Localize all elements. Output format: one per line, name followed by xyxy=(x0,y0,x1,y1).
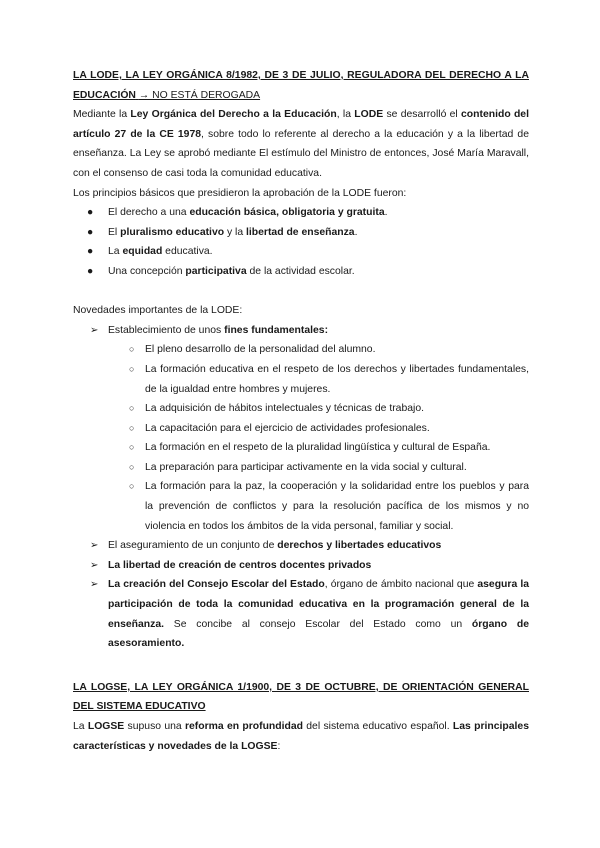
lode-intro-paragraph xyxy=(73,105,529,183)
text-run: El aseguramiento de un conjunto de xyxy=(108,540,278,552)
text-run: y la xyxy=(224,226,247,238)
text-run: La xyxy=(73,721,88,732)
list-item xyxy=(73,223,529,243)
list-item xyxy=(73,340,529,360)
bold-run: La libertad de creación de centros docentes privados xyxy=(108,559,372,571)
end-text: La formación para la paz, la cooperación y la solidaridad entre los pueblos y para la prevención de conflictos y para la resolución pacífica de los mismos y no violencia en todos los ámbitos de la vida personal, familiar y social. xyxy=(145,481,529,532)
bold-run: pluralismo educativo xyxy=(120,226,225,238)
bold-run: asegura la participación de toda la comunidad educativa en la programación general de la enseñanza. xyxy=(108,579,529,630)
text-run: Se concibe al consejo Escolar del Estado como un xyxy=(164,618,472,630)
spacer xyxy=(73,282,529,302)
bold-run: educación básica, obligatoria y gratuita xyxy=(189,207,385,219)
circle-bullet-icon: ○ xyxy=(129,403,135,414)
text-run: Establecimiento de unos xyxy=(108,324,225,336)
text-run: , sobre todo lo referente al derecho a la educación y a la libertad de enseñanza. La Ley se aprobó mediante El estímulo del Ministro de entonces, José María Maravall, con el consenso de casi toda la comunidad educativa. xyxy=(73,128,529,179)
arrow-bullet-icon: ➢ xyxy=(90,324,99,336)
text-run: . xyxy=(354,226,358,238)
novelties-list xyxy=(73,321,529,654)
circle-bullet-icon: ○ xyxy=(129,461,135,472)
list-item xyxy=(73,203,529,223)
bold-run: fines fundamentales: xyxy=(224,324,329,336)
bullet-disc-icon: ● xyxy=(87,265,94,277)
bold-run: La creación del Consejo Escolar del Estado xyxy=(108,579,325,591)
circle-bullet-icon: ○ xyxy=(129,442,135,453)
text-run: , órgano de ámbito nacional que xyxy=(324,579,478,591)
text-run: del sistema educativo español. xyxy=(302,721,453,732)
text-run: . xyxy=(384,207,388,219)
text-run: de la actividad escolar. xyxy=(246,265,355,277)
bold-run: Ley Orgánica del Derecho a la Educación xyxy=(130,109,337,121)
list-item xyxy=(73,477,529,536)
bold-run: contenido del artículo 27 de la CE 1978 xyxy=(73,109,529,140)
text-run: educativa. xyxy=(162,246,213,258)
text-run: Una concepción xyxy=(108,265,186,277)
lode-heading xyxy=(73,66,529,105)
bold-run: reforma en profundidad xyxy=(184,721,303,732)
lode-heading-text: LA LODE, LA LEY ORGÁNICA 8/1982, DE 3 DE JULIO, REGULADORA DEL DERECHO A LA EDUCACIÓN xyxy=(73,70,529,101)
end-text: La adquisición de hábitos intelectuales y técnicas de trabajo. xyxy=(145,403,424,415)
lode-heading-note: → NO ESTÁ DEROGADA xyxy=(138,89,261,101)
text-run: La xyxy=(108,246,123,258)
novelties-intro: Novedades importantes de la LODE: xyxy=(73,305,243,317)
end-text: La capacitación para el ejercicio de actividades profesionales. xyxy=(145,422,430,434)
bold-run: LODE xyxy=(354,109,384,121)
bold-run: participativa xyxy=(185,265,247,277)
text-run: : xyxy=(277,740,281,752)
arrow-bullet-icon: ➢ xyxy=(90,579,99,591)
circle-bullet-icon: ○ xyxy=(129,422,135,433)
bullet-disc-icon: ● xyxy=(87,207,94,219)
bullet-disc-icon: ● xyxy=(87,246,94,258)
list-item xyxy=(73,438,529,458)
list-item xyxy=(73,399,529,419)
list-item xyxy=(73,556,529,576)
list-item xyxy=(73,360,529,399)
text-run: El xyxy=(108,226,121,238)
list-item xyxy=(73,262,529,282)
end-text: La formación en el respeto de la pluralidad lingüística y cultural de España. xyxy=(145,442,491,454)
bullet-disc-icon: ● xyxy=(87,226,94,238)
circle-bullet-icon: ○ xyxy=(129,481,135,492)
spacer xyxy=(73,654,529,678)
list-item xyxy=(73,419,529,439)
principles-list xyxy=(73,203,529,281)
text-run: se desarrolló el xyxy=(383,109,462,121)
arrow-bullet-icon: ➢ xyxy=(90,540,99,552)
arrow-bullet-icon: ➢ xyxy=(90,559,99,571)
bold-run: equidad xyxy=(122,246,163,258)
text-run: El derecho a una xyxy=(108,207,190,219)
bold-run: LOGSE xyxy=(87,721,125,732)
circle-bullet-icon: ○ xyxy=(129,363,135,374)
text-run: , la xyxy=(336,109,355,121)
text-run: Mediante la xyxy=(73,109,131,121)
end-text: El pleno desarrollo de la personalidad del alumno. xyxy=(145,344,376,356)
document-page xyxy=(73,66,529,756)
list-item xyxy=(73,321,529,341)
logse-heading: LA LOGSE, LA LEY ORGÁNICA 1/1900, DE 3 DE OCTUBRE, DE ORIENTACIÓN GENERAL DEL SISTEMA EDUCATIVO xyxy=(73,681,529,713)
text-run: supuso una xyxy=(124,721,185,732)
bold-run: derechos y libertades educativos xyxy=(277,540,442,552)
bold-run: órgano de asesoramiento. xyxy=(108,618,529,650)
bold-run: libertad de enseñanza xyxy=(246,226,355,238)
circle-bullet-icon: ○ xyxy=(129,344,135,355)
list-item xyxy=(73,536,529,556)
list-item xyxy=(73,242,529,262)
principles-intro: Los principios básicos que presidieron la aprobación de la LODE fueron: xyxy=(73,187,407,199)
end-text: La formación educativa en el respeto de los derechos y libertades fundamentales, de la igualdad entre hombres y mujeres. xyxy=(145,363,529,395)
bold-run: Las principales características y novedades de la LOGSE xyxy=(73,721,529,752)
list-item xyxy=(73,458,529,478)
end-text: La preparación para participar activamente en la vida social y cultural. xyxy=(145,461,467,473)
logse-intro-paragraph xyxy=(73,717,529,756)
list-item xyxy=(73,575,529,653)
